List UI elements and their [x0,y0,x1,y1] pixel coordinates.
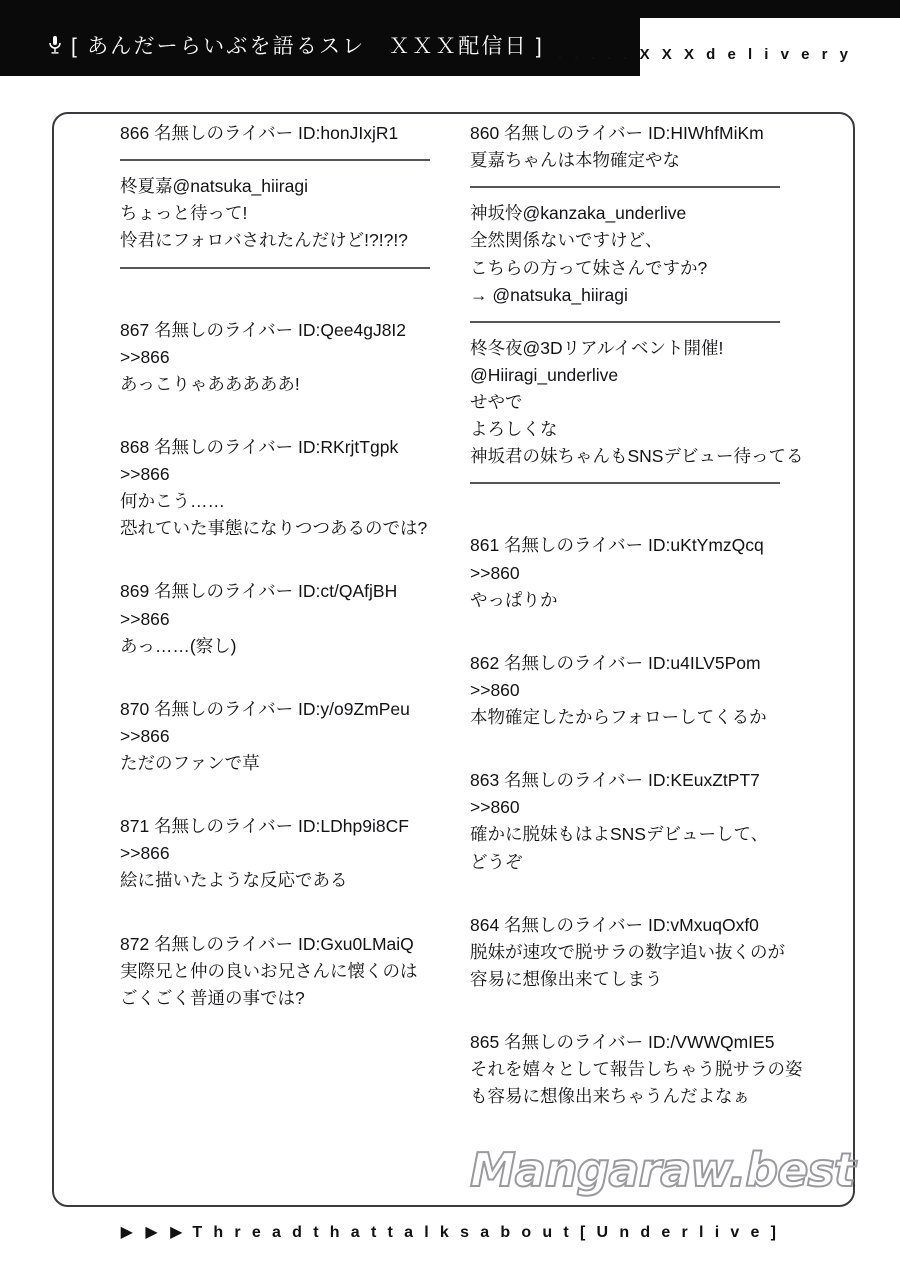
tweet-author: 柊冬夜@3Dリアルイベント開催! [470,337,724,358]
site-watermark: Mangaraw.best [470,1143,855,1197]
thread-title-text: [ あんだーらいぶを語るスレ ＸＸＸ配信日 ] [71,35,544,58]
embedded-tweet [120,173,440,254]
post-862 [470,650,790,731]
spacer [120,921,440,931]
post-865 [470,1029,803,1110]
spacer [120,295,440,317]
post-divider [120,159,430,161]
post-body-line: 実際兄と仲の良いお兄さんに懐くのは [120,960,418,981]
post-body-line: 容易に想像出来てしまう [470,968,663,989]
post-divider [470,482,780,484]
thread-column-right [470,120,804,1136]
post-872 [120,931,440,1012]
spacer [470,757,790,767]
spacer [120,686,440,696]
tweet-body-line: ちょっと待って! [120,203,248,224]
post-867 [120,317,440,398]
post-header: 861 名無しのライバー ID:uKtYmzQcq [470,535,764,556]
post-body-line: も容易に想像出来ちゃうんだよなぁ [470,1086,750,1107]
post-reply-ref: >>860 [470,562,520,583]
post-body-line: 脱妹が速攻で脱サラの数字追い抜くのが [470,941,785,962]
post-body-line: 恐れていた事態になりつつあるのでは? [120,518,428,539]
embedded-tweet [470,335,804,471]
post-divider [470,321,780,323]
post-reply-ref: >>866 [120,346,170,367]
post-body-line: 何かこう…… [120,491,225,512]
post-header: 860 名無しのライバー ID:HIWhfMiKm [470,123,764,143]
post-header: 865 名無しのライバー ID:/VWWQmIE5 [470,1032,775,1052]
post-861 [470,532,790,613]
post-header: 870 名無しのライバー ID:y/o9ZmPeu [120,698,410,719]
tweet-author: 柊夏嘉@natsuka_hiiragi [120,176,308,197]
post-body-line: どうぞ [470,851,523,872]
embedded-tweet [470,200,790,309]
spacer [120,803,440,813]
post-869 [120,578,440,659]
footer-triangles-icon: ▶ ▶ ▶ [120,1224,187,1241]
post-header: 863 名無しのライバー ID:KEuxZtPT7 [470,770,760,791]
post-reply-ref: >>860 [470,679,520,700]
tweet-handle: @Hiiragi_underlive [470,364,619,385]
thread-title-bar [48,28,544,62]
footer-text: T h r e a d t h a t t a l k s a b o u t [ U n d e r l i v e ] [192,1224,780,1241]
post-header: 866 名無しのライバー ID:honJIxjR1 [120,123,399,143]
post-reply-ref: >>866 [120,843,170,864]
page-header-banner [0,0,900,84]
post-reply-ref: >>866 [120,725,170,746]
microphone-icon [48,35,62,55]
post-body-line: 夏嘉ちゃんは本物確定やな [470,150,680,171]
post-body-line: それを嬉々として報告しちゃう脱サラの姿 [470,1059,803,1080]
post-header: 872 名無しのライバー ID:Gxu0LMaiQ [120,933,414,954]
header-delivery-label: . . . . . X X X d e l i v e r y [557,46,852,63]
post-864 [470,912,790,993]
tweet-body-line: せやで [470,392,523,412]
post-header: 862 名無しのライバー ID:u4ILV5Pom [470,652,761,673]
tweet-body-line: 全然関係ないですけど、 [470,230,663,251]
post-863 [470,767,790,876]
post-body-line: あっ……(察し) [120,635,237,656]
post-header: 868 名無しのライバー ID:RKrjtTgpk [120,436,399,457]
post-body-line: あっこりゃあああああ! [120,373,300,394]
post-reply-ref: >>860 [470,797,520,818]
post-header: 864 名無しのライバー ID:vMxuqOxf0 [470,914,759,935]
post-header: 871 名無しのライバー ID:LDhp9i8CF [120,816,409,837]
spacer [470,510,790,532]
spacer [470,1019,790,1029]
post-reply-ref: >>866 [120,608,170,629]
post-871 [120,813,440,894]
post-body-line: ごくごく普通の事では? [120,987,305,1008]
thread-column-left [120,120,440,1038]
post-header: 869 名無しのライバー ID:ct/QAfjBH [120,581,398,602]
post-body-line: 本物確定したからフォローしてくるか [470,707,767,727]
post-body-line: 確かに脱妹もはよSNSデビューして、 [470,824,769,845]
spacer [470,902,790,912]
tweet-body-line: よろしくな [470,419,558,440]
tweet-mention-link: → @natsuka_hiiragi [470,284,628,305]
post-860 [470,120,804,484]
post-body-line: 絵に描いたような反応である [120,870,348,891]
tweet-body-line: こちらの方って妹さんですか? [470,257,708,278]
post-866 [120,120,440,269]
post-body-line: ただのファンで草 [120,753,260,773]
post-divider [470,186,780,188]
tweet-author: 神坂怜@kanzaka_underlive [470,203,687,224]
post-868 [120,434,440,543]
post-reply-ref: >>866 [120,464,170,484]
post-body-line: やっぱりか [470,589,558,610]
spacer [120,568,440,578]
page-footer [0,1222,900,1242]
post-divider [120,267,430,269]
post-header: 867 名無しのライバー ID:Qee4gJ8I2 [120,319,407,340]
spacer [120,424,440,434]
tweet-body-line: 怜君にフォロバされたんだけど!?!?!? [120,230,408,251]
post-870 [120,696,440,777]
spacer [470,640,790,650]
tweet-body-line: 神坂君の妹ちゃんもSNSデビュー待ってる [470,446,804,467]
